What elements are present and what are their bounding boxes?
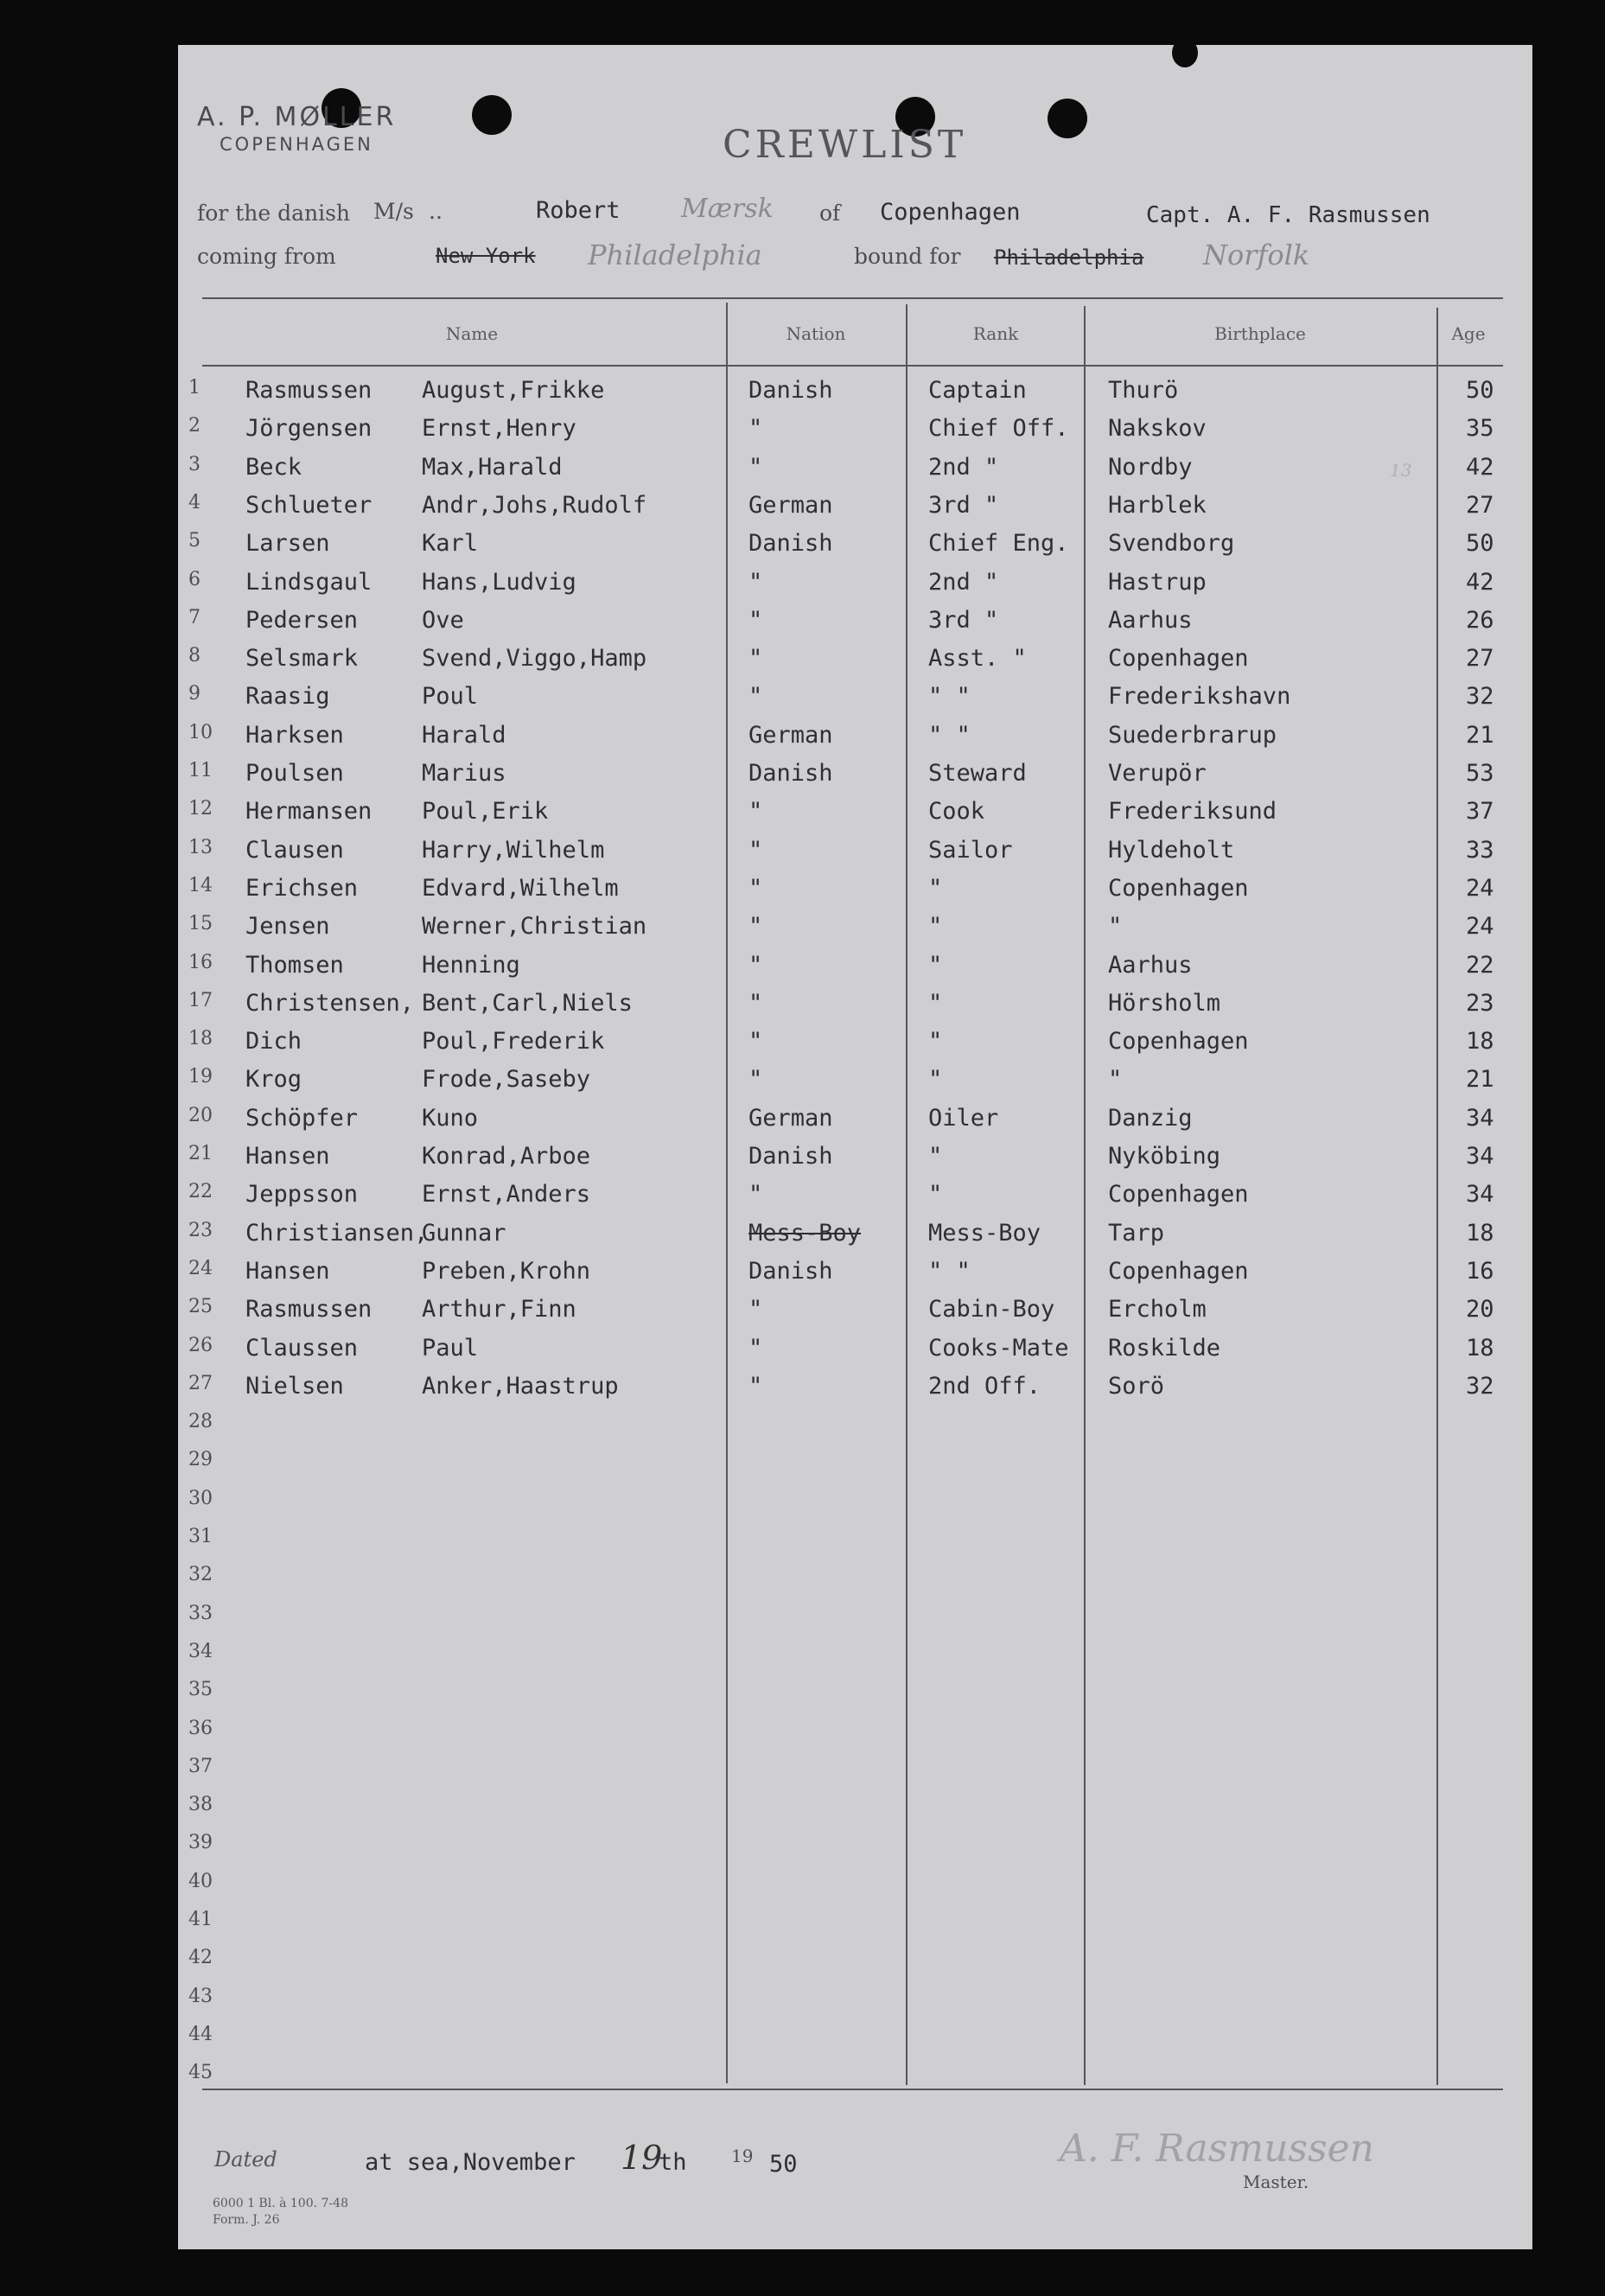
cell-birthplace: Frederiksund — [1108, 798, 1277, 826]
table-row — [178, 722, 1532, 756]
row-number: 41 — [188, 1909, 213, 1930]
cell-birthplace: Hyldeholt — [1108, 836, 1235, 864]
table-row — [178, 645, 1532, 679]
cell-birthplace: Hörsholm — [1108, 989, 1221, 1017]
table-row — [178, 1488, 1532, 1522]
cell-rank: Sailor — [928, 836, 1013, 864]
cell-age: 18 — [1466, 1219, 1494, 1247]
table-row — [178, 2062, 1532, 2096]
row-number: 40 — [188, 1870, 213, 1892]
cell-num: 18 — [188, 1028, 213, 1050]
cell-rank: 2nd Off. — [928, 1372, 1041, 1400]
cell-birthplace: " — [1108, 913, 1123, 941]
cell-age: 26 — [1466, 606, 1494, 634]
cell-given: Gunnar — [422, 1219, 506, 1247]
cell-birthplace: Danzig — [1108, 1104, 1193, 1132]
cell-rank: " " — [928, 683, 971, 711]
company-name: A. P. MØLLER — [197, 102, 397, 132]
vessel-type: M/s — [373, 199, 414, 224]
cell-nation: " — [748, 1372, 763, 1400]
cell-given: Poul,Erik — [422, 798, 549, 826]
cell-birthplace: Tarp — [1108, 1219, 1165, 1247]
table-row — [178, 1679, 1532, 1713]
table-row — [178, 760, 1532, 794]
cell-nation: " — [748, 874, 763, 902]
table-row — [178, 1641, 1532, 1675]
company-city: COPENHAGEN — [220, 134, 373, 155]
cell-num: 2 — [188, 415, 201, 437]
cell-rank: Captain — [928, 377, 1027, 404]
table-row — [178, 1296, 1532, 1330]
cell-surname: Jeppsson — [245, 1181, 359, 1209]
row-number: 43 — [188, 1985, 213, 2007]
cell-rank: Cabin-Boy — [928, 1296, 1055, 1323]
cell-birthplace: " — [1108, 1066, 1123, 1094]
cell-birthplace: Nordby — [1108, 453, 1193, 481]
cell-nation: German — [748, 1104, 833, 1132]
row-number: 34 — [188, 1640, 213, 1662]
cell-birthplace: Copenhagen — [1108, 1028, 1249, 1056]
cell-num: 27 — [188, 1372, 213, 1394]
cell-age: 18 — [1466, 1334, 1494, 1362]
table-row — [178, 1756, 1532, 1790]
cell-surname: Krog — [245, 1066, 303, 1094]
vessel-name: Robert — [536, 197, 621, 224]
cell-num: 7 — [188, 606, 201, 628]
table-row — [178, 1947, 1532, 1981]
cell-surname: Jensen — [245, 913, 330, 941]
cell-nation: " — [748, 606, 763, 634]
cell-num: 11 — [188, 760, 213, 781]
cell-given: August,Frikke — [422, 377, 605, 404]
cell-nation: Danish — [748, 1257, 833, 1285]
row-number: 35 — [188, 1679, 213, 1701]
punch-hole — [472, 95, 512, 135]
cell-num: 19 — [188, 1066, 213, 1088]
cell-nation: " — [748, 645, 763, 673]
table-row — [178, 1028, 1532, 1062]
cell-rank: " " — [928, 721, 971, 749]
cell-num: 3 — [188, 453, 201, 475]
table-row — [178, 875, 1532, 909]
cell-age: 34 — [1466, 1104, 1494, 1132]
table-row — [178, 1335, 1532, 1369]
cell-rank: " — [928, 1181, 943, 1209]
cell-nation: Danish — [748, 1143, 833, 1170]
cell-num: 12 — [188, 798, 213, 820]
cell-num: 25 — [188, 1296, 213, 1318]
cell-nation: " — [748, 453, 763, 481]
cell-nation: " — [748, 568, 763, 596]
cell-age: 22 — [1466, 951, 1494, 979]
master-label: Master. — [1243, 2172, 1309, 2192]
cell-birthplace: Sorö — [1108, 1372, 1165, 1400]
cell-birthplace: Roskilde — [1108, 1334, 1221, 1362]
cell-rank: " — [928, 951, 943, 979]
table-row — [178, 1526, 1532, 1560]
cell-given: Harry,Wilhelm — [422, 836, 605, 864]
table-row — [178, 415, 1532, 450]
cell-given: Konrad,Arboe — [422, 1143, 591, 1170]
cell-given: Poul — [422, 683, 479, 711]
row-number: 33 — [188, 1602, 213, 1624]
cell-birthplace: Svendborg — [1108, 530, 1235, 558]
cell-surname: Nielsen — [245, 1372, 344, 1400]
cell-rank: " — [928, 1028, 943, 1056]
cell-num: 16 — [188, 951, 213, 973]
cell-surname: Thomsen — [245, 951, 344, 979]
cell-nation: " — [748, 683, 763, 711]
row-number: 28 — [188, 1411, 213, 1433]
table-row — [178, 1871, 1532, 1905]
cell-surname: Poulsen — [245, 760, 344, 787]
table-row — [178, 1718, 1532, 1752]
column-header-birthplace: Birthplace — [1214, 323, 1306, 344]
cell-age: 24 — [1466, 913, 1494, 941]
cell-num: 10 — [188, 721, 213, 743]
cell-rank: " — [928, 913, 943, 941]
cell-age: 21 — [1466, 721, 1494, 749]
cell-age: 35 — [1466, 415, 1494, 443]
cell-num: 26 — [188, 1334, 213, 1356]
cell-rank: 2nd " — [928, 453, 999, 481]
form-number — [213, 2196, 348, 2229]
cell-surname: Pedersen — [245, 606, 359, 634]
cell-given: Karl — [422, 530, 479, 558]
cell-rank: Mess-Boy — [928, 1219, 1041, 1247]
cell-num: 23 — [188, 1219, 213, 1241]
row-number: 31 — [188, 1526, 213, 1547]
cell-age: 34 — [1466, 1181, 1494, 1209]
for-label: for the danish — [197, 201, 351, 226]
table-row — [178, 1258, 1532, 1292]
table-row — [178, 1066, 1532, 1100]
cell-age: 27 — [1466, 491, 1494, 519]
punch-hole — [1172, 38, 1198, 67]
cell-surname: Clausen — [245, 836, 344, 864]
cell-birthplace: Hastrup — [1108, 568, 1207, 596]
cell-surname: Christiansen, — [245, 1219, 429, 1247]
cell-given: Max,Harald — [422, 453, 563, 481]
dots: .. — [429, 199, 443, 224]
table-row — [178, 1603, 1532, 1637]
cell-rank: 3rd " — [928, 491, 999, 519]
table-row — [178, 1564, 1532, 1598]
cell-surname: Rasmussen — [245, 377, 373, 404]
cell-surname: Erichsen — [245, 874, 359, 902]
cell-given: Svend,Viggo,Hamp — [422, 645, 647, 673]
table-row — [178, 1986, 1532, 2020]
cell-nation: German — [748, 491, 833, 519]
cell-given: Anker,Haastrup — [422, 1372, 619, 1400]
cell-age: 18 — [1466, 1028, 1494, 1056]
cell-rank: 3rd " — [928, 606, 999, 634]
from-handwritten: Philadelphia — [588, 239, 762, 271]
cell-nation: German — [748, 721, 833, 749]
crewlist-document — [178, 45, 1532, 2249]
cell-surname: Dich — [245, 1028, 303, 1056]
cell-surname: Christensen, — [245, 989, 415, 1017]
row-number: 38 — [188, 1794, 213, 1816]
row-number: 37 — [188, 1755, 213, 1777]
cell-birthplace: Thurö — [1108, 377, 1179, 404]
captain: Capt. A. F. Rasmussen — [1146, 202, 1430, 228]
cell-given: Arthur,Finn — [422, 1296, 576, 1323]
bound-struck: Philadelphia — [994, 246, 1144, 270]
cell-nation: " — [748, 951, 763, 979]
dated-label: Dated — [214, 2147, 277, 2172]
table-row — [178, 913, 1532, 947]
column-header-age: Age — [1451, 323, 1486, 344]
cell-nation: Mess-Boy — [748, 1219, 862, 1247]
table-row — [178, 837, 1532, 871]
table-row — [178, 1411, 1532, 1445]
cell-given: Marius — [422, 760, 506, 787]
bound-for-label: bound for — [854, 244, 961, 269]
table-row — [178, 1832, 1532, 1866]
cell-nation: " — [748, 1066, 763, 1094]
table-row — [178, 1909, 1532, 1943]
table-row — [178, 1143, 1532, 1177]
cell-num: 22 — [188, 1181, 213, 1203]
row-number: 39 — [188, 1832, 213, 1854]
cell-nation: " — [748, 798, 763, 826]
cell-age: 21 — [1466, 1066, 1494, 1094]
cell-birthplace: Nakskov — [1108, 415, 1207, 443]
of-label: of — [819, 201, 841, 226]
cell-num: 14 — [188, 874, 213, 896]
cell-nation: Danish — [748, 530, 833, 558]
cell-given: Ove — [422, 606, 464, 634]
table-row — [178, 530, 1532, 564]
cell-age: 32 — [1466, 683, 1494, 711]
cell-nation: " — [748, 989, 763, 1017]
table-row — [178, 1373, 1532, 1407]
cell-num: 15 — [188, 913, 213, 935]
cell-surname: Raasig — [245, 683, 330, 711]
cell-rank: " — [928, 989, 943, 1017]
cell-birthplace: Nyköbing — [1108, 1143, 1221, 1170]
cell-age: 27 — [1466, 645, 1494, 673]
cell-num: 20 — [188, 1104, 213, 1126]
cell-rank: Chief Off. — [928, 415, 1069, 443]
year: 50 — [769, 2151, 798, 2178]
cell-given: Harald — [422, 721, 506, 749]
table-row — [178, 990, 1532, 1024]
cell-nation: " — [748, 1296, 763, 1323]
cell-age: 23 — [1466, 989, 1494, 1017]
master-signature: A. F. Rasmussen — [1060, 2127, 1374, 2171]
cell-birthplace: Frederikshavn — [1108, 683, 1291, 711]
cell-rank: " " — [928, 1257, 971, 1285]
cell-age: 33 — [1466, 836, 1494, 864]
table-row — [178, 454, 1532, 488]
cell-num: 6 — [188, 568, 201, 590]
cell-birthplace: Copenhagen — [1108, 1181, 1249, 1209]
cell-age: 20 — [1466, 1296, 1494, 1323]
cell-nation: " — [748, 1181, 763, 1209]
cell-rank: Asst. " — [928, 645, 1027, 673]
cell-nation: " — [748, 415, 763, 443]
cell-rank: 2nd " — [928, 568, 999, 596]
cell-given: Ernst,Henry — [422, 415, 576, 443]
table-top-rule — [202, 297, 1503, 299]
table-row — [178, 798, 1532, 832]
table-row — [178, 952, 1532, 986]
cell-age: 50 — [1466, 377, 1494, 404]
cell-birthplace: Copenhagen — [1108, 645, 1249, 673]
row-number: 29 — [188, 1449, 213, 1471]
cell-given: Ernst,Anders — [422, 1181, 591, 1209]
cell-given: Preben,Krohn — [422, 1257, 591, 1285]
cell-rank: " — [928, 1143, 943, 1170]
cell-birthplace: Verupör — [1108, 760, 1207, 787]
row-number: 30 — [188, 1487, 213, 1509]
cell-surname: Hansen — [245, 1143, 330, 1170]
table-row — [178, 492, 1532, 526]
vessel-name-handwritten: Mærsk — [681, 194, 774, 224]
cell-given: Paul — [422, 1334, 479, 1362]
cell-age: 37 — [1466, 798, 1494, 826]
cell-birthplace: Copenhagen — [1108, 874, 1249, 902]
cell-rank: Cooks-Mate — [928, 1334, 1069, 1362]
cell-age: 32 — [1466, 1372, 1494, 1400]
cell-num: 8 — [188, 645, 201, 667]
table-row — [178, 1181, 1532, 1215]
cell-nation: " — [748, 1334, 763, 1362]
cell-num: 13 — [188, 836, 213, 858]
cell-given: Andr,Johs,Rudolf — [422, 491, 647, 519]
table-row — [178, 1449, 1532, 1483]
cell-age: 50 — [1466, 530, 1494, 558]
cell-birthplace: Ercholm — [1108, 1296, 1207, 1323]
table-row — [178, 377, 1532, 411]
cell-given: Kuno — [422, 1104, 479, 1132]
cell-given: Hans,Ludvig — [422, 568, 576, 596]
cell-num: 4 — [188, 491, 201, 513]
column-header-rank: Rank — [972, 323, 1019, 344]
row-number: 45 — [188, 2062, 213, 2084]
cell-surname: Jörgensen — [245, 415, 373, 443]
cell-age: 34 — [1466, 1143, 1494, 1170]
cell-surname: Hermansen — [245, 798, 373, 826]
cell-given: Bent,Carl,Niels — [422, 989, 633, 1017]
side-mark: 13 — [1390, 460, 1412, 481]
day-suffix: th — [659, 2149, 687, 2176]
cell-surname: Schlueter — [245, 491, 373, 519]
cell-surname: Claussen — [245, 1334, 359, 1362]
form-line-1: 6000 1 Bl. à 100. 7-48 — [213, 2197, 348, 2210]
cell-nation: Danish — [748, 760, 833, 787]
place-date: at sea,November — [365, 2149, 576, 2176]
cell-num: 17 — [188, 989, 213, 1011]
cell-age: 42 — [1466, 453, 1494, 481]
table-row — [178, 1220, 1532, 1254]
cell-num: 9 — [188, 683, 201, 705]
row-number: 44 — [188, 2023, 213, 2045]
table-row — [178, 683, 1532, 718]
column-header-nation: Nation — [786, 323, 846, 344]
cell-given: Frode,Saseby — [422, 1066, 591, 1094]
cell-rank: Oiler — [928, 1104, 999, 1132]
cell-age: 42 — [1466, 568, 1494, 596]
cell-surname: Hansen — [245, 1257, 330, 1285]
cell-nation: " — [748, 1028, 763, 1056]
page-title: CREWLIST — [723, 123, 967, 167]
table-row — [178, 1794, 1532, 1828]
cell-rank: " — [928, 1066, 943, 1094]
cell-given: Werner,Christian — [422, 913, 647, 941]
cell-age: 16 — [1466, 1257, 1494, 1285]
cell-birthplace: Copenhagen — [1108, 1257, 1249, 1285]
cell-surname: Harksen — [245, 721, 344, 749]
cell-surname: Beck — [245, 453, 303, 481]
table-row — [178, 569, 1532, 603]
from-struck: New York — [436, 244, 536, 268]
cell-nation: " — [748, 913, 763, 941]
cell-age: 24 — [1466, 874, 1494, 902]
column-header-name: Name — [445, 323, 499, 344]
cell-num: 24 — [188, 1257, 213, 1279]
form-line-2: Form. J. 26 — [213, 2213, 280, 2227]
table-header-rule — [202, 365, 1503, 367]
row-number: 32 — [188, 1564, 213, 1586]
cell-birthplace: Aarhus — [1108, 606, 1193, 634]
cell-birthplace: Suederbrarup — [1108, 721, 1277, 749]
cell-surname: Schöpfer — [245, 1104, 359, 1132]
cell-rank: Chief Eng. — [928, 530, 1069, 558]
cell-num: 1 — [188, 377, 201, 399]
table-row — [178, 2024, 1532, 2058]
cell-given: Henning — [422, 951, 520, 979]
cell-surname: Selsmark — [245, 645, 359, 673]
bound-handwritten: Norfolk — [1203, 239, 1310, 271]
cell-age: 53 — [1466, 760, 1494, 787]
cell-num: 21 — [188, 1143, 213, 1164]
cell-surname: Lindsgaul — [245, 568, 373, 596]
cell-birthplace: Aarhus — [1108, 951, 1193, 979]
coming-from-label: coming from — [197, 244, 336, 269]
table-row — [178, 1105, 1532, 1139]
table-row — [178, 607, 1532, 641]
cell-given: Edvard,Wilhelm — [422, 874, 619, 902]
cell-given: Poul,Frederik — [422, 1028, 605, 1056]
home-port: Copenhagen — [880, 199, 1021, 226]
row-number: 36 — [188, 1717, 213, 1739]
cell-nation: " — [748, 836, 763, 864]
cell-surname: Larsen — [245, 530, 330, 558]
day-handwritten: 19 — [621, 2139, 663, 2177]
cell-rank: Cook — [928, 798, 985, 826]
punch-hole — [1048, 99, 1087, 138]
cell-nation: Danish — [748, 377, 833, 404]
cell-num: 5 — [188, 530, 201, 552]
row-number: 42 — [188, 1947, 213, 1969]
cell-birthplace: Harblek — [1108, 491, 1207, 519]
cell-rank: Steward — [928, 760, 1027, 787]
year-prefix: 19 — [731, 2146, 754, 2166]
cell-rank: " — [928, 874, 943, 902]
cell-surname: Rasmussen — [245, 1296, 373, 1323]
